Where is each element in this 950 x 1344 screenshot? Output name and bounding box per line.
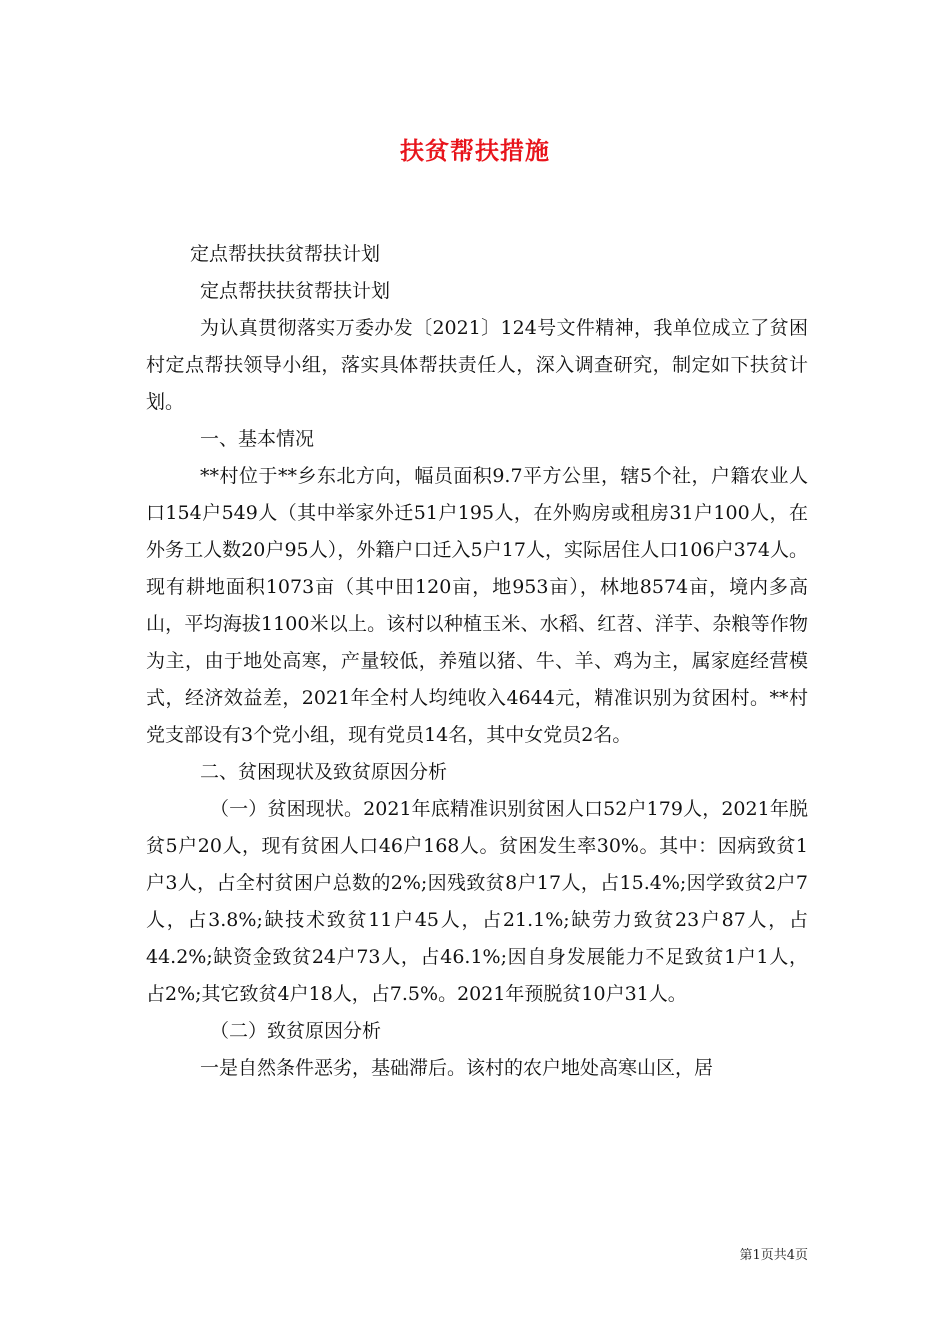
paragraph-poverty-status: （一）贫困现状。2021年底精准识别贫困人口52户179人，2021年脱贫5户20人，现有贫困人口46户168人。贫困发生率30%。其中：因病致贫1户3人，占全村贫困户总数的2%;因残致贫8户17人，占15.4%;因学致贫2户7人，占3.8%;缺技术致贫11户45人，占21.1%;缺劳力致贫23户87人，占44.2%;缺资金致贫24户73人，占46.1%;因自身发展能力不足致贫1户1人，占2%;其它致贫4户18人，占7.5%。2021年预脱贫10户31人。 xyxy=(146,798,808,1005)
subtitle-line-2: 定点帮扶扶贫帮扶计划 xyxy=(200,280,391,302)
section-heading-poverty: 二、贫困现状及致贫原因分析 xyxy=(200,761,448,783)
document-title: 扶贫帮扶措施 xyxy=(400,136,550,165)
subtitle-line-1: 定点帮扶扶贫帮扶计划 xyxy=(190,243,381,265)
section-heading-basic: 一、基本情况 xyxy=(200,428,315,450)
subsection-heading-causes: （二）致贫原因分析 xyxy=(210,1020,382,1042)
page-number: 第1页共4页 xyxy=(739,1248,808,1263)
paragraph-causes: 一是自然条件恶劣，基础滞后。该村的农户地处高寒山区，居 xyxy=(200,1057,714,1079)
document-body xyxy=(146,236,808,1087)
paragraph-intro: 为认真贯彻落实万委办发〔2021〕124号文件精神，我单位成立了贫困村定点帮扶领导小组，落实具体帮扶责任人，深入调查研究，制定如下扶贫计划。 xyxy=(146,317,808,413)
paragraph-basic-info: **村位于**乡东北方向，幅员面积9.7平方公里，辖5个社，户籍农业人口154户549人（其中举家外迁51户195人，在外购房或租房31户100人，在外务工人数20户95人），外籍户口迁入5户17人，实际居住人口106户374人。现有耕地面积1073亩（其中田120亩，地953亩），林地8574亩，境内多高山，平均海拔1100米以上。该村以种植玉米、水稻、红苕、洋芋、杂粮等作物为主，由于地处高寒，产量较低，养殖以猪、牛、羊、鸡为主，属家庭经营模式，经济效益差，2021年全村人均纯收入4644元，精准识别为贫困村。**村党支部设有3个党小组，现有党员14名，其中女党员2名。 xyxy=(146,465,808,746)
